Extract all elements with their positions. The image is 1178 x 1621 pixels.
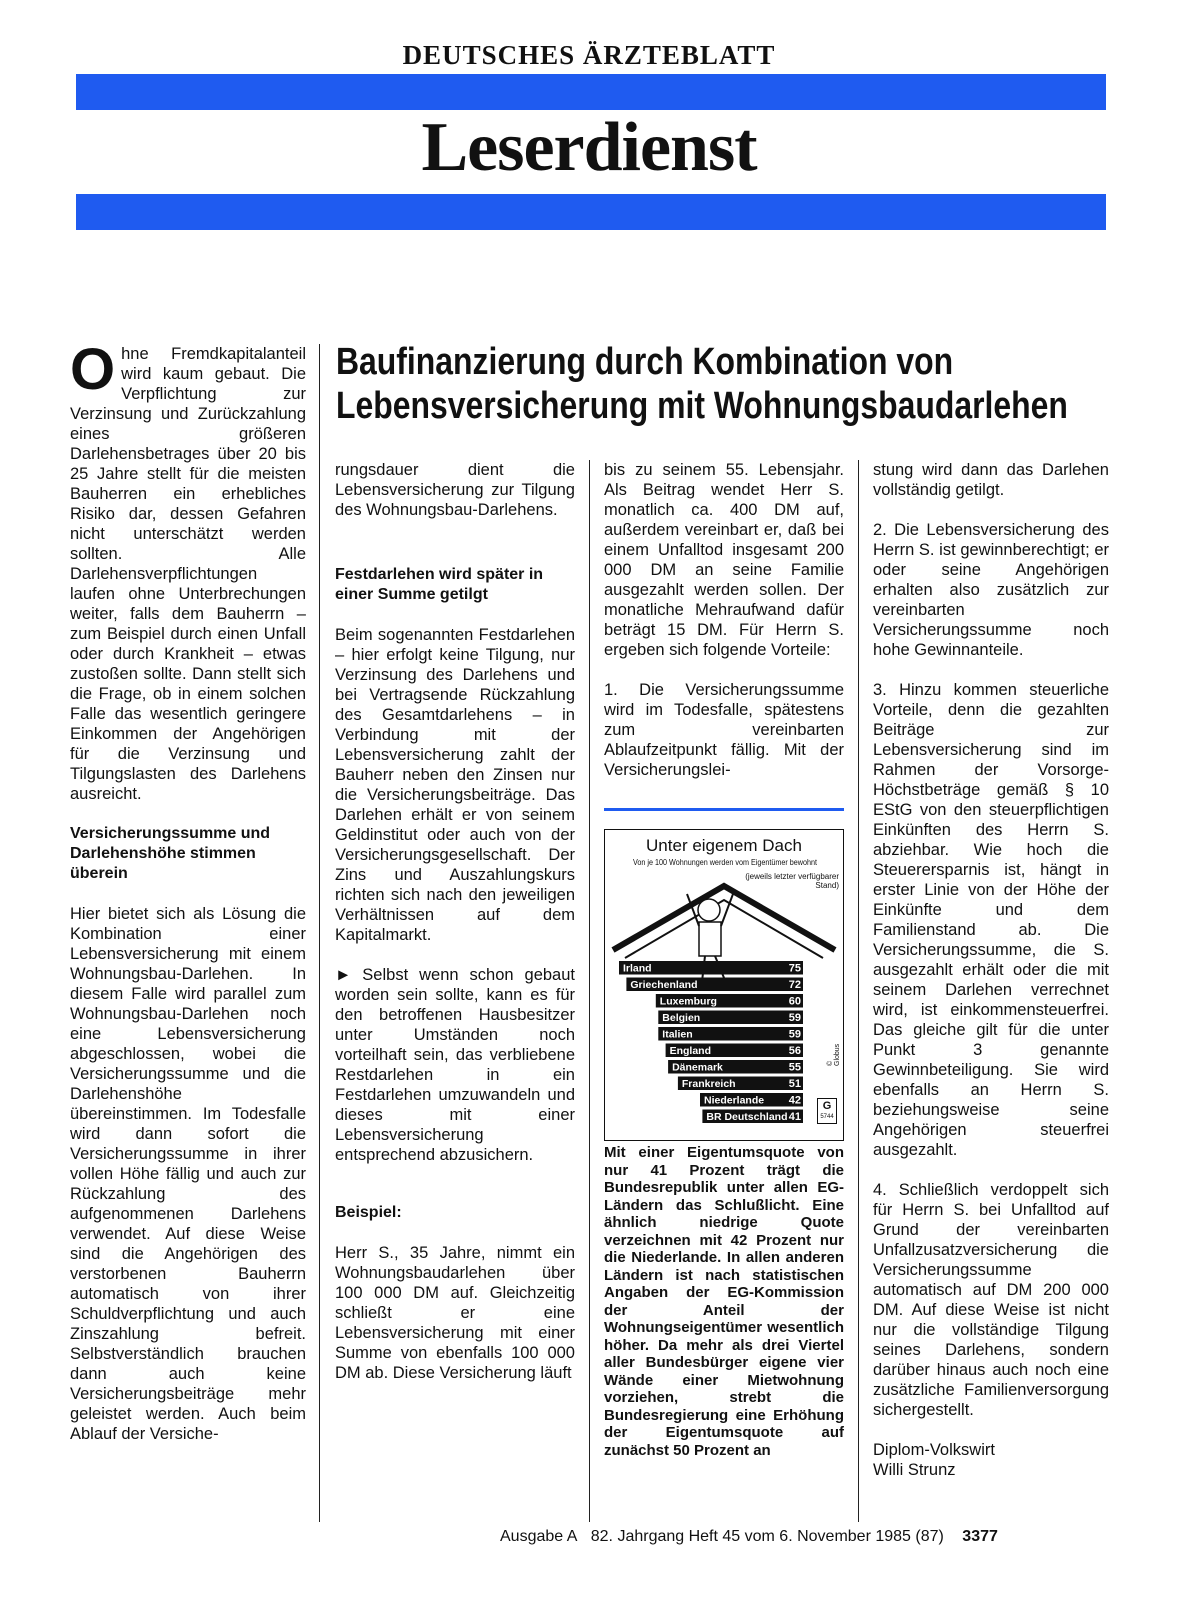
- bar-label: Griechenland: [630, 979, 698, 991]
- paragraph: 4. Schließlich verdoppelt sich für Herrn S. bei Unfalltod auf Grund der vereinbarten Unfallzusatzversicherung die Versicherungssumme automatisch auf DM 200 000 DM. Auf diese Weise ist nicht nur die vollständige Tilgung seines Darlehens, sondern darüber hinaus auch noch eine zusätzliche Familienversorgung sichergestellt.: [873, 1181, 1109, 1419]
- paragraph: Hier bietet sich als Lösung die Kombination einer Lebensversicherung mit einem Wohnungsbau-Darlehen. In diesem Falle wird parallel zum Wohnungsbau-Darlehen noch eine Lebensversicherung abgeschlossen, wobei die Versicherungssumme und die Darlehenshöhe übereinstimmen. Im Todesfalle wird dann sofort die Versicherungssumme in ihrer vollen Höhe fällig und auch zur Rückzahlung des aufgenommenen Darlehens verwendet. Auf diese Weise sind die Angehörigen des verstorbenen Bauherrn automatisch von ihrer Schuldverpflichtung und auch Zinszahlung befreit. Selbstverständlich brauchen dann auch keine Versicherungsbeiträge mehr geleistet werden. Auch beim Ablauf der Versiche-: [70, 905, 306, 1443]
- chart-note: (jeweils letzter verfügbarer Stand): [745, 872, 839, 890]
- paragraph: 3. Hinzu kommen steuerliche Vorteile, denn die gezahlten Beiträge zur Lebensversicherung sind im Rahmen der Vorsorge-Höchstbeträge gemäß § 10 EStG von den steuerpflichtigen Einkünften des Herrn S. abziehbar. Wie hoch die Steuerersparnis ist, hängt in erster Linie von der Höhe der Einkünfte und dem Familienstand ab. Die Versicherungssumme, die S. ausgezahlt erhält oder die mit seinem Darlehen verrechnet wird, ist einkommensteuerfrei. Das gleiche gilt für die unter Punkt 3 genannte Gewinnbeteiligung. Sie wird ebenfalls an Herrn S. beziehungsweise seine Angehörigen steuerfrei ausgezahlt.: [873, 681, 1109, 1159]
- bottom-color-band: [76, 194, 1106, 230]
- headline-line-2: Lebensversicherung mit Wohnungsbaudarlehen: [336, 385, 1068, 427]
- intro-paragraph: [70, 337, 306, 804]
- section-title: Leserdienst: [421, 109, 757, 186]
- bar-label: Luxemburg: [659, 995, 717, 1008]
- chart-title: Unter eigenem Dach: [646, 836, 802, 855]
- bar-value: 55: [788, 1061, 801, 1074]
- top-color-band: [76, 74, 1106, 110]
- paragraph: Beim sogenannten Festdarlehen – hier erfolgt keine Tilgung, nur Verzinsung des Darlehens und bei Vertragsende Rückzahlung des Gesamtdarlehens – in Verbindung mit der Lebensversicherung zahlt der Bauherr neben den Zinsen nur die Versicherungsbeiträge. Das Darlehen erhält er von seinem Geldinstitut oder auch von der Versicherungsgesellschaft. Der Zins und Auszahlungskurs richten sich nach den jeweiligen Verhältnissen auf dem Kapitalmarkt.: [335, 626, 575, 944]
- column-rule: [319, 344, 320, 1522]
- subheading: Beispiel:: [335, 1204, 402, 1221]
- bar-value: 42: [788, 1094, 801, 1107]
- headline-line-1: Baufinanzierung durch Kombination von: [336, 341, 954, 383]
- chart: [604, 829, 844, 1141]
- paragraph: ► Selbst wenn schon gebaut worden sein sollte, kann es für den betroffenen Hausbesitzer unter Umständen noch vorteilhaft sein, das verbliebene Restdarlehen in ein Festdarlehen umzuwandeln und dieses mit einer Lebensversicherung entsprechend abzusichern.: [335, 966, 575, 1164]
- paragraph: bis zu seinem 55. Lebensjahr. Als Beitrag wendet Herr S. monatlich ca. 400 DM auf, außerdem vereinbart er, daß bei einem Unfalltod insgesamt 200 000 DM an seine Familie ausgezahlt werden sollen. Der monatliche Mehraufwand dafür beträgt 15 DM. Für Herrn S. ergeben sich folgende Vorteile:: [604, 461, 844, 659]
- text-column-4: [873, 460, 1109, 1480]
- bar-label: Frankreich: [681, 1078, 736, 1090]
- bar-value: 41: [788, 1111, 801, 1123]
- bar-label: Italien: [662, 1028, 693, 1041]
- paragraph: Herr S., 35 Jahre, nimmt ein Wohnungsbaudarlehen über 100 000 DM auf. Gleichzeitig schließt er eine Lebensversicherung mit einer Summe von ebenfalls 100 000 DM ab. Diese Versicherung läuft: [335, 1244, 575, 1382]
- footer-issue: 82. Jahrgang Heft 45 vom 6. November 1985 (87): [590, 1528, 944, 1545]
- column-rule: [858, 460, 859, 1522]
- blue-rule: [604, 808, 844, 811]
- bar-label: England: [669, 1045, 712, 1057]
- globus-logo-icon: [817, 1098, 837, 1124]
- page-number: 3377: [962, 1528, 998, 1545]
- intro-text: hne Fremdkapitalanteil wird kaum gebaut. Die Verpflichtung zur Verzinsung und Zurückzahlung eines größeren Darlehensbetrages über 20 bis 25 Jahre stellt für die meisten Bauherren ein erhebliches Risiko dar, dessen Gefahren nicht unterschätzt werden sollten. Alle Darlehensverpflichtungen laufen ohne Unterbrechungen weiter, falls dem Bauherrn – zum Beispiel durch einen Unfall oder durch Krankheit – etwas zustoßen sollte. Dann stellt sich die Frage, ob in einem solchen Falle das wesentlich geringere Einkommen der Angehörigen für die Verzinsung und Tilgungslasten des Darlehens ausreicht.: [70, 345, 306, 803]
- footer-edition: Ausgabe A: [500, 1528, 578, 1545]
- article-headline: [336, 340, 1068, 428]
- figure-arm-icon: [721, 894, 733, 926]
- bar-value: 60: [788, 995, 801, 1008]
- chart-subtitle: Von je 100 Wohnungen werden vom Eigentümer bewohnt: [633, 858, 817, 867]
- paragraph: rungsdauer dient die Lebensversicherung zur Tilgung des Wohnungsbau-Darlehens.: [335, 461, 575, 519]
- paragraph: 1. Die Versicherungssumme wird im Todesfalle, spätestens zum vereinbarten Ablaufzeitpunkt fällig. Mit der Versicherungslei-: [604, 681, 844, 779]
- figure-body-icon: [699, 922, 721, 956]
- bar-value: 59: [788, 1012, 801, 1024]
- bar-value: 75: [788, 962, 801, 975]
- bar-value: 51: [788, 1078, 801, 1090]
- figure-head-icon: [698, 899, 720, 921]
- text-column-3: [604, 460, 844, 780]
- chart-source: © Globus: [827, 1043, 841, 1066]
- subheading: Versicherungssumme und Darlehenshöhe stimmen überein: [70, 825, 271, 882]
- logo-letter: G: [822, 1100, 832, 1112]
- paragraph: stung wird dann das Darlehen vollständig getilgt.: [873, 461, 1109, 499]
- bar-label: BR Deutschland: [706, 1111, 788, 1123]
- author-title: Diplom-Volkswirt: [873, 1441, 995, 1459]
- masthead: DEUTSCHES ÄRZTEBLATT: [402, 40, 776, 70]
- text-column-2: [335, 460, 575, 1383]
- subheading: Festdarlehen wird später in einer Summe getilgt: [335, 566, 544, 603]
- bar-value: 72: [788, 979, 801, 991]
- chart-code: 5744: [820, 1114, 834, 1120]
- bar-value: 59: [788, 1028, 801, 1041]
- chart-caption: Mit einer Eigentumsquote von nur 41 Prozent trägt die Bundesrepublik unter allen EG-Ländern das Schlußlicht. Eine ähnlich niedrige Quote verzeichnen mit 42 Prozent nur die Niederlande. In allen anderen Ländern ist nach statistischen Angaben der EG-Kommission der Anteil der Wohnungseigentümer wesentlich höher. Da mehr als drei Viertel aller Bundesbürger eigene vier Wände einer Mietwohnung vorziehen, strebt die Bundesregierung eine Erhöhung der Eigentumsquote auf zunächst 50 Prozent an: [604, 1144, 844, 1459]
- author-name: Willi Strunz: [873, 1461, 956, 1479]
- bar-label: Irland: [623, 962, 652, 975]
- column-rule: [589, 460, 590, 1522]
- page-footer: [500, 1528, 1120, 1546]
- bar-label: Niederlande: [704, 1094, 765, 1107]
- drop-cap: O: [70, 337, 116, 402]
- paragraph: 2. Die Lebensversicherung des Herrn S. ist gewinnberechtigt; er oder seine Angehörigen erhalten also zusätzlich zur vereinbarten Versicherungssumme noch hohe Gewinnanteile.: [873, 521, 1109, 659]
- bar-value: 56: [788, 1045, 801, 1057]
- bar-label: Belgien: [662, 1012, 701, 1024]
- text-column-1: [70, 337, 306, 1444]
- bar-label: Dänemark: [672, 1061, 723, 1074]
